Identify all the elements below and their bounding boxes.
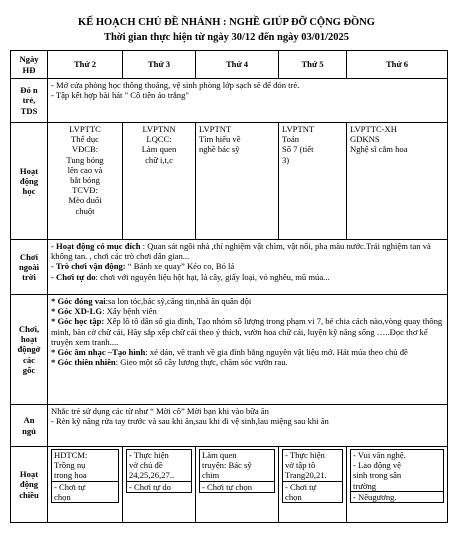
row-choi-goc [11,295,448,405]
chieu-cell-thu-6: - Vui văn nghệ. - Lao động vệ sinh trong sân trường - Nêugương. [347,447,448,523]
hoc-cell-thu-3: LVPTNN LQCC: Làm quen chữ i,t,c [123,123,196,240]
weekly-plan-table [10,50,448,523]
don-tre-line-1: - Mở cửa phòng học thông thoáng, vệ sinh phòng lớp sạch sẽ để đón trẻ. [51,80,300,90]
corner-nature: * Góc thiên nhiên: Gieo một số cây lương thực, chăm sóc vườn rau. [51,357,288,368]
outdoor-purpose-activity: - Hoạt động có mục đích : Quan sát ngôi nhà ,thí nghiệm vật chìm, vật nổi, pha màu nước.Trải nghiệm tan và không tan. , chơi các trò chơi dân gian... [51,241,431,262]
don-tre-content [48,79,448,123]
corner-learning: * Góc học tập: Xếp lô tô dân số gia đình, Tạo nhóm số lượng trong phạm vi 7, bé chia cách nào,vòng quay thông minh, bàn cờ chữ cái, Hãy sắp xếp chữ cái theo ý thích, vườn hoa chữ cái, luyện kỹ năng sống …..Đọc thơ kể truyện xem tranh.... [51,316,443,347]
don-tre-line-2: - Tập kết hợp bài hát " Cô tiên áo trắng" [51,90,189,101]
row-an-ngu [11,405,448,447]
row-choi-ngoai-troi [11,240,448,295]
hoc-cell-thu-4: LVPTNT Tìm hiểu về nghề bác sỹ [196,123,279,240]
document-title: KẾ HOẠCH CHỦ ĐỀ NHÁNH : NGHỀ GIÚP ĐỠ CỘNG ĐỒNG [78,17,375,28]
choi-goc-content [48,295,448,405]
row-hoat-dong-hoc [11,123,448,240]
row-label-choi-ngoai-troi: Chơi ngoài trời [11,240,48,295]
outdoor-movement-game: - Trò chơi vận động: “ Bánh xe quay” Kéo co, Bỏ lá [51,261,235,272]
header-day-4: Thứ 4 [196,51,279,79]
header-day-6: Thứ 6 [347,51,448,79]
outdoor-free-play: - Chơi tự do: chơi với nguyên liệu hột hạt, lá cây, giấy loại, vỏ nghêu, mũ múa... [51,271,330,282]
chieu-cell-thu-5: - Thực hiện vở tập tô Trang20,21. - Chơi tự chọn [279,447,347,523]
header-day-5: Thứ 5 [279,51,347,79]
header-day-activity: Ngày HĐ [11,51,48,79]
an-ngu-line-1: Nhắc trẻ sử dụng các từ như “ Mời cô” Mời bạn khi vào bữa ăn [51,406,269,416]
choi-ngoai-troi-content [48,240,448,295]
hoc-cell-thu-2: LVPTTC Thể dục VĐCB: Tung bóng lên cao và bắt bóng TCVĐ: Mèo đuổi chuột [48,123,123,240]
document-subtitle: Thời gian thực hiện từ ngày 30/12 đến ngày 03/01/2025 [103,32,350,43]
row-hoat-dong-chieu [11,447,448,523]
row-label-don-tre: Đó n trẻ, TDS [11,79,48,123]
row-label-hoat-dong-hoc: Hoạt động học [11,123,48,240]
header-day-2: Thứ 2 [48,51,123,79]
row-label-choi-goc: Chơi, hoạt độngở các gốc [11,295,48,405]
row-label-an-ngu: An ngủ [11,405,48,447]
corner-role-play: * Góc đóng vai:sa lon tóc,bác sỹ,căng tin,nhà ăn quân đội [51,296,252,306]
hoc-cell-thu-6: LVPTTC-XH GDKNS Nghệ sĩ cắm hoa [347,123,448,240]
chieu-cell-thu-4: Làm quen truyện: Bác sỹ chim - Chơi tự chọn [196,447,279,523]
corner-building: * Góc XD-LG: Xây bệnh viên [51,306,157,317]
chieu-cell-thu-3: - Thực hiện vở chủ đề 24,25,26,27.. - Chơi tự do [123,447,196,523]
corner-music-art: * Góc âm nhạc –Tạo hình: xé dán, vẽ tranh về gia đình bằng nguyên vật liệu mở. Hát múa theo chủ đề [51,347,408,358]
header-day-3: Thứ 3 [123,51,196,79]
row-label-hoat-dong-chieu: Hoạt động chiều [11,447,48,523]
an-ngu-content [48,405,448,447]
an-ngu-line-2: - Rèn kỹ năng rửa tay trước và sau khi ăn,sau khi đi vệ sinh,lau miệng sau khi ăn [51,416,329,427]
row-don-tre [11,79,448,123]
hoc-cell-thu-5: LVPTNT Toán Số 7 (tiết 3) [279,123,347,240]
chieu-cell-thu-2: HDTCM: Trồng nụ trong hoa - Chơi tự chọn [48,447,123,523]
table-header-row [11,51,448,79]
